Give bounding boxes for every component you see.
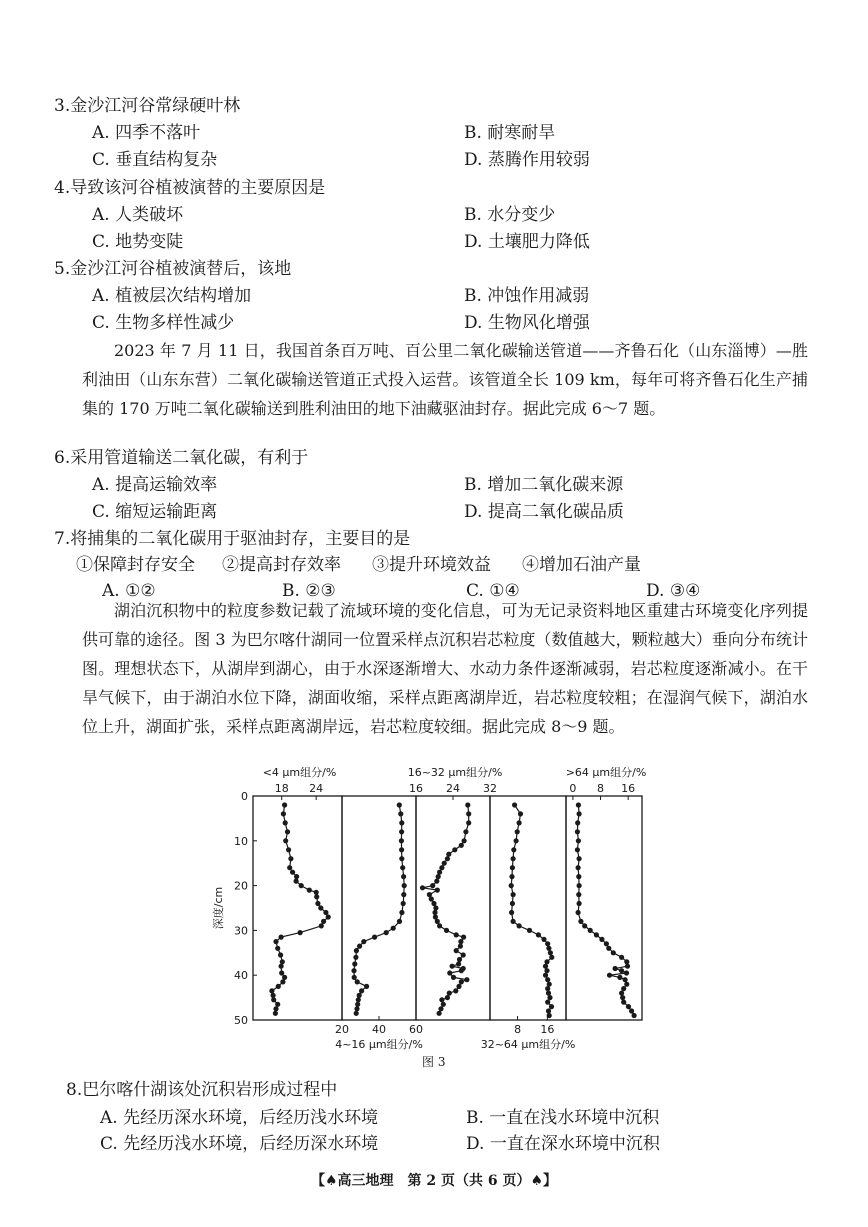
q7-statement-1: ①保障封存安全 [76, 555, 195, 575]
panel-axis-label: 16~32 μm组分/% [407, 766, 503, 779]
data-point [326, 914, 331, 919]
data-point [456, 984, 461, 989]
data-point [515, 829, 520, 834]
data-point [576, 874, 581, 879]
data-point [458, 939, 463, 944]
data-point [509, 910, 514, 915]
data-point [397, 802, 402, 807]
data-point [439, 865, 444, 870]
q5-option-d[interactable]: D. 生物风化增强 [464, 313, 590, 333]
data-point [607, 973, 612, 978]
data-point [527, 928, 532, 933]
data-point [399, 829, 404, 834]
data-point [442, 861, 447, 866]
data-point [434, 879, 439, 884]
q8-option-d[interactable]: D. 一直在深水环境中沉积 [466, 1134, 660, 1154]
data-point [283, 820, 288, 825]
data-point [354, 948, 359, 953]
data-point [549, 955, 554, 960]
data-point [621, 986, 626, 991]
data-point [543, 964, 548, 969]
q7-option-d[interactable]: D. ③④ [646, 581, 701, 601]
data-point [359, 988, 364, 993]
data-point [511, 892, 516, 897]
y-tick-label: 0 [241, 790, 248, 803]
data-point [511, 847, 516, 852]
data-point [465, 802, 470, 807]
data-point [283, 838, 288, 843]
data-point [294, 879, 299, 884]
data-point [588, 928, 593, 933]
data-point [435, 888, 440, 893]
q8-stem: 8.巴尔喀什湖该处沉积岩形成过程中 [66, 1080, 338, 1100]
data-point [458, 944, 463, 949]
data-point [401, 874, 406, 879]
chart-plot-area [211, 765, 646, 1051]
data-point [280, 979, 285, 984]
data-point [510, 901, 515, 906]
data-point [278, 952, 283, 957]
data-point [399, 847, 404, 852]
data-point [315, 901, 320, 906]
x-tick-label: 16 [621, 782, 636, 795]
data-point [464, 977, 469, 982]
q8-option-b[interactable]: B. 一直在浅水环境中沉积 [466, 1108, 660, 1128]
data-point [543, 973, 548, 978]
panel-axis-label: 4~16 μm组分/% [335, 1038, 423, 1051]
data-point [318, 905, 323, 910]
data-point [401, 901, 406, 906]
data-point [624, 959, 629, 964]
data-point [462, 838, 467, 843]
data-point [357, 993, 362, 998]
data-point [280, 959, 285, 964]
q4-option-c[interactable]: C. 地势变陡 [92, 232, 184, 252]
passage-lake-sediment: 湖泊沉积物中的粒度参数记载了流域环境的变化信息，可为无记录资料地区重建古环境变化序列提供可靠的途径。图 3 为巴尔喀什湖同一位置采样点沉积岩芯粒度（数值越大，颗粒越大）垂向分布统计图。理想状态下，从湖岸到湖心，由于水深逐渐增大、水动力条件逐渐减弱，岩芯粒度逐渐减小。在干旱气候下，由于湖泊水位下降，湖面收缩，采样点距离湖岸近，岩芯粒度较粗；在湿润气候下，湖泊水位上升，湖面扩张，采样点距离湖岸远，岩芯粒度较细。据此完成 8～9 题。 [82, 601, 808, 736]
data-point [430, 883, 435, 888]
data-point [548, 950, 553, 955]
data-point [461, 952, 466, 957]
q8-option-c[interactable]: C. 先经历浅水环境，后经历深水环境 [100, 1134, 379, 1154]
q6-option-d[interactable]: D. 提高二氧化碳品质 [464, 502, 624, 522]
data-point [547, 995, 552, 1000]
data-point [624, 982, 629, 987]
data-point [285, 829, 290, 834]
data-point [437, 923, 442, 928]
data-point [632, 1013, 637, 1018]
data-point [621, 1000, 626, 1005]
data-point [461, 935, 466, 940]
data-point [399, 856, 404, 861]
x-tick-label: 16 [540, 1023, 555, 1036]
data-point [435, 919, 440, 924]
data-point [547, 1013, 552, 1018]
data-point [450, 964, 455, 969]
data-point [594, 932, 599, 937]
q8-option-a[interactable]: A. 先经历深水环境，后经历浅水环境 [100, 1108, 379, 1128]
data-point [546, 991, 551, 996]
data-point [391, 926, 396, 931]
q5-option-c[interactable]: C. 生物多样性减少 [92, 313, 235, 333]
data-point [294, 874, 299, 879]
data-point [514, 838, 519, 843]
data-point [629, 1008, 634, 1013]
data-point [611, 950, 616, 955]
data-point [577, 883, 582, 888]
data-point [429, 896, 434, 901]
data-point [604, 941, 609, 946]
data-point [457, 957, 462, 962]
data-point [619, 955, 624, 960]
data-point [541, 937, 546, 942]
q7-option-c[interactable]: C. ①④ [466, 581, 520, 601]
q7-statement-2: ②提高封存效率 [222, 555, 341, 575]
q5-option-a[interactable]: A. 植被层次结构增加 [92, 286, 252, 306]
data-point [399, 838, 404, 843]
passage-co2-pipeline: 2023 年 7 月 11 日，我国首条百万吨、百公里二氧化碳输送管道——齐鲁石化（山东淄博）—胜利油田（山东东营）二氧化碳输送管道正式投入运营。该管道全长 109 km，每年可将齐鲁石化生产捕集的 170 万吨二氧化碳输送到胜利油田的地下油藏驱油封存。据此完成 6～7 题。 [82, 341, 808, 418]
data-point [372, 935, 377, 940]
y-tick-label: 10 [234, 834, 248, 848]
data-point [279, 964, 284, 969]
data-point [577, 901, 582, 906]
data-point [357, 944, 362, 949]
data-point [575, 820, 580, 825]
q7-option-a[interactable]: A. ①② [102, 581, 156, 601]
series-line [511, 805, 552, 1016]
panel-axis-label: 32~64 μm组分/% [480, 1038, 576, 1051]
data-point [576, 865, 581, 870]
data-point [420, 885, 425, 890]
data-point [354, 1011, 359, 1016]
q6-option-a[interactable]: A. 提高运输效率 [92, 475, 218, 495]
data-point [509, 883, 514, 888]
data-point [352, 961, 357, 966]
data-point [459, 968, 464, 973]
figure-3-grain-size-chart [210, 758, 650, 1054]
data-point [577, 856, 582, 861]
data-point [447, 991, 452, 996]
data-point [624, 970, 629, 975]
panel-frame [253, 796, 342, 1020]
data-point [545, 1000, 550, 1005]
data-point [613, 966, 618, 971]
data-point [459, 979, 464, 984]
data-point [510, 865, 515, 870]
data-point [466, 820, 471, 825]
data-point [437, 1011, 442, 1016]
data-point [431, 901, 436, 906]
panel-frame [490, 796, 566, 1020]
x-tick-label: 18 [274, 782, 289, 795]
data-point [447, 970, 452, 975]
data-point [454, 932, 459, 937]
data-point [319, 923, 324, 928]
data-point [617, 975, 622, 980]
data-point [286, 847, 291, 852]
q6-stem: 6.采用管道输送二氧化碳，有利于 [54, 448, 309, 468]
panel-frame [416, 796, 490, 1020]
data-point [466, 811, 471, 816]
q5-stem: 5.金沙江河谷植被演替后，该地 [54, 259, 292, 279]
data-point [323, 910, 328, 915]
series-line [354, 805, 404, 1013]
data-point [281, 811, 286, 816]
q3-option-d[interactable]: D. 蒸腾作用较弱 [464, 150, 590, 170]
data-point [399, 910, 404, 915]
data-point [456, 961, 461, 966]
data-point [444, 928, 449, 933]
data-point [275, 946, 280, 951]
q3-option-a[interactable]: A. 四季不落叶 [92, 123, 201, 143]
data-point [549, 1004, 554, 1009]
q7-statement-4: ④增加石油产量 [522, 555, 641, 575]
x-tick-label: 40 [372, 1023, 386, 1036]
data-point [290, 870, 295, 875]
data-point [517, 923, 522, 928]
data-point [271, 997, 276, 1002]
data-point [626, 1004, 631, 1009]
y-tick-label: 20 [234, 879, 248, 893]
data-point [620, 995, 625, 1000]
data-point [576, 892, 581, 897]
data-point [269, 988, 274, 993]
data-point [582, 923, 587, 928]
data-point [271, 993, 276, 998]
data-point [512, 802, 517, 807]
data-point [511, 919, 516, 924]
data-point [355, 1002, 360, 1007]
x-tick-label: 24 [309, 782, 324, 795]
data-point [437, 870, 442, 875]
data-point [546, 946, 551, 951]
data-point [459, 843, 464, 848]
x-tick-label: 0 [569, 782, 577, 795]
q4-option-d[interactable]: D. 土壤肥力降低 [464, 232, 590, 252]
data-point [273, 1006, 278, 1011]
data-point [546, 1008, 551, 1013]
data-point [279, 970, 284, 975]
y-tick-label: 30 [234, 924, 248, 938]
data-point [282, 802, 287, 807]
x-tick-label: 32 [483, 782, 497, 795]
data-point [432, 910, 437, 915]
x-tick-label: 8 [597, 782, 605, 795]
data-point [454, 948, 459, 953]
figure-caption: 图 3 [422, 1055, 446, 1069]
data-point [282, 975, 287, 980]
data-point [599, 937, 604, 942]
data-point [577, 811, 582, 816]
data-point [463, 829, 468, 834]
data-point [384, 930, 389, 935]
data-point [545, 986, 550, 991]
data-point [279, 935, 284, 940]
data-point [536, 932, 541, 937]
page-footer: 【♠高三地理 第 2 页（共 6 页）♠】 [310, 1173, 558, 1189]
data-point [355, 979, 360, 984]
data-point [275, 1002, 280, 1007]
data-point [298, 930, 303, 935]
data-point [576, 910, 581, 915]
q7-stem: 7.将捕集的二氧化碳用于驱油封存，主要目的是 [54, 529, 411, 549]
data-point [400, 865, 405, 870]
q4-option-b[interactable]: B. 水分变少 [464, 205, 556, 225]
data-point [299, 883, 304, 888]
data-point [314, 890, 319, 895]
x-tick-label: 24 [446, 782, 460, 795]
data-point [446, 852, 451, 857]
panel-axis-label: >64 μm组分/% [565, 766, 647, 779]
data-point [399, 820, 404, 825]
x-tick-label: 20 [335, 1023, 349, 1036]
data-point [578, 919, 583, 924]
data-point [364, 984, 369, 989]
data-point [307, 888, 312, 893]
data-point [314, 894, 319, 899]
data-point [352, 975, 357, 980]
data-point [288, 856, 293, 861]
data-point [401, 892, 406, 897]
y-tick-label: 40 [234, 969, 248, 983]
data-point [576, 838, 581, 843]
x-tick-label: 60 [409, 1023, 423, 1036]
data-point [453, 988, 458, 993]
q6-option-b[interactable]: B. 增加二氧化碳来源 [464, 475, 624, 495]
q4-stem: 4.导致该河谷植被演替的主要原因是 [54, 178, 326, 198]
data-point [445, 995, 450, 1000]
data-point [545, 941, 550, 946]
data-point [397, 919, 402, 924]
x-tick-label: 8 [514, 1023, 522, 1036]
data-point [433, 905, 438, 910]
data-point [623, 977, 628, 982]
q7-statement-3: ③提升环境效益 [372, 555, 491, 575]
q3-stem: 3.金沙江河谷常绿硬叶林 [54, 96, 241, 116]
data-point [353, 955, 358, 960]
data-point [276, 984, 281, 989]
panel-axis-label: <4 μm组分/% [262, 766, 337, 779]
data-point [402, 883, 407, 888]
data-point [351, 968, 356, 973]
q3-option-b[interactable]: B. 耐寒耐旱 [464, 123, 556, 143]
data-point [438, 1006, 443, 1011]
q5-option-b[interactable]: B. 冲蚀作用减弱 [464, 286, 590, 306]
data-point [436, 874, 441, 879]
data-point [441, 1002, 446, 1007]
data-point [509, 874, 514, 879]
data-point [321, 919, 326, 924]
y-tick-label: 50 [234, 1014, 248, 1027]
data-point [544, 968, 549, 973]
panel-frame [342, 796, 416, 1020]
q6-option-c[interactable]: C. 缩短运输距离 [92, 502, 218, 522]
data-point [273, 939, 278, 944]
data-point [606, 946, 611, 951]
data-point [625, 964, 630, 969]
data-point [354, 1006, 359, 1011]
data-point [511, 856, 516, 861]
data-point [575, 829, 580, 834]
data-point [451, 975, 456, 980]
data-point [439, 997, 444, 1002]
data-point [545, 977, 550, 982]
data-point [619, 968, 624, 973]
data-point [576, 802, 581, 807]
y-axis-label: 深度/cm [212, 886, 225, 930]
data-point [356, 997, 361, 1002]
data-point [452, 847, 457, 852]
data-point [518, 811, 523, 816]
data-point [619, 991, 624, 996]
q7-option-b[interactable]: B. ②③ [282, 581, 336, 601]
data-point [445, 856, 450, 861]
data-point [517, 820, 522, 825]
data-point [273, 1011, 278, 1016]
data-point [575, 847, 580, 852]
data-point [361, 939, 366, 944]
data-point [398, 811, 403, 816]
q3-option-c[interactable]: C. 垂直结构复杂 [92, 150, 218, 170]
data-point [287, 865, 292, 870]
x-tick-label: 16 [409, 782, 423, 795]
q4-option-a[interactable]: A. 人类破坏 [92, 205, 184, 225]
